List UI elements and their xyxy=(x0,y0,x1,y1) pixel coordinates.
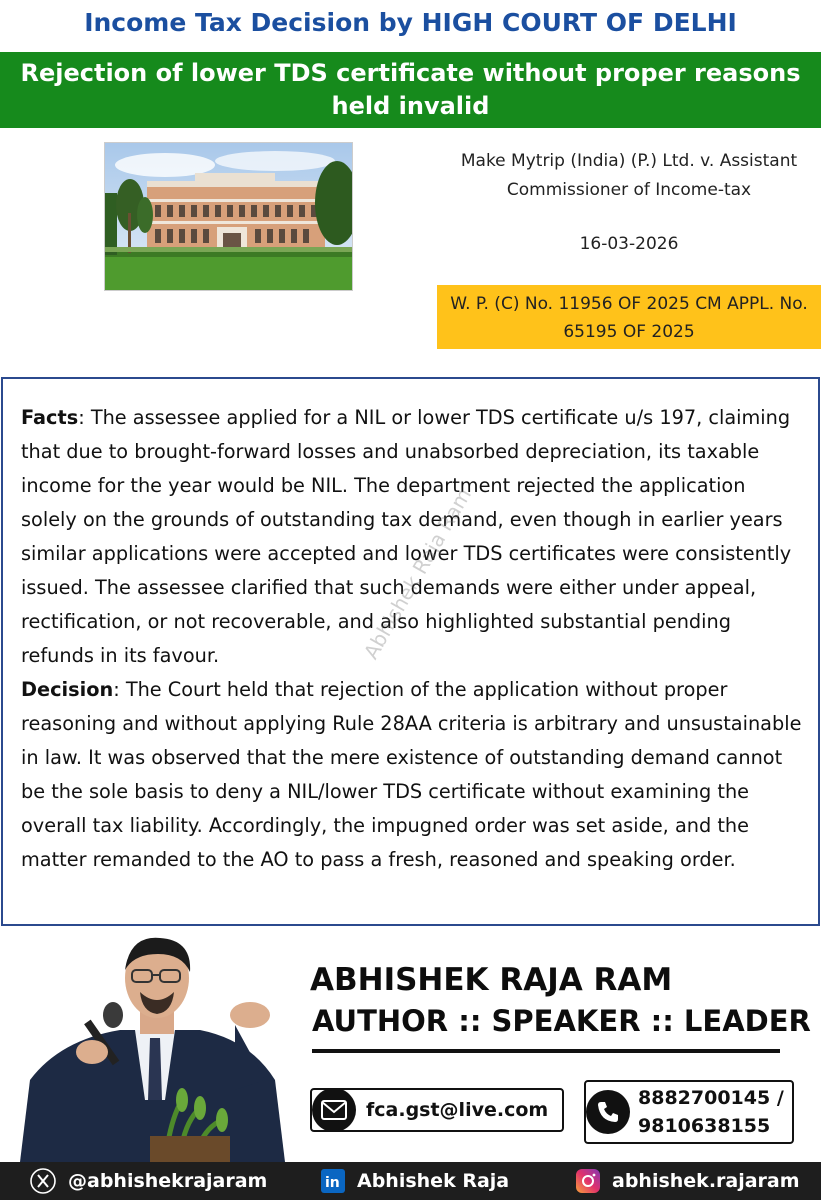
facts-label: Facts xyxy=(21,406,79,429)
social-footer xyxy=(0,1162,821,1200)
x-logo-icon xyxy=(30,1168,56,1194)
linkedin-icon xyxy=(321,1169,345,1193)
x-handle[interactable]: @abhishekrajaram xyxy=(68,1170,268,1192)
facts-paragraph xyxy=(21,401,804,673)
envelope-icon xyxy=(312,1088,356,1132)
svg-text:in: in xyxy=(325,1175,340,1191)
watermark: Abhishek Raja Ram xyxy=(358,483,477,664)
case-date: 16-03-2026 xyxy=(579,234,679,254)
instagram-handle[interactable]: abhishek.rajaram xyxy=(612,1170,800,1192)
court-building-photo xyxy=(104,142,353,291)
divider xyxy=(312,1049,780,1053)
decision-paragraph xyxy=(21,673,804,877)
author-name: ABHISHEK RAJA RAM xyxy=(310,962,673,998)
headline-banner: Rejection of lower TDS certificate without proper reasons held invalid xyxy=(0,52,821,128)
case-parties: Make Mytrip (India) (P.) Ltd. v. Assistant Commissioner of Income-tax xyxy=(460,151,798,200)
speaker-photo xyxy=(0,930,300,1162)
phone-icon xyxy=(586,1090,630,1134)
decision-label: Decision xyxy=(21,678,114,701)
phone-contact[interactable] xyxy=(584,1080,794,1144)
linkedin-handle[interactable]: Abhishek Raja xyxy=(357,1170,510,1192)
social-linkedin[interactable] xyxy=(321,1162,509,1200)
email-address[interactable]: fca.gst@live.com xyxy=(366,1099,549,1121)
social-instagram[interactable] xyxy=(576,1162,800,1200)
phone-number-2[interactable]: 9810638155 xyxy=(638,1115,771,1137)
social-x[interactable] xyxy=(30,1162,267,1200)
email-contact[interactable] xyxy=(310,1088,564,1132)
decision-text: : The Court held that rejection of the application without proper reasoning and without applying Rule 28AA criteria is arbitrary and unsustainable in law. It was observed that the mere existence of outstanding demand cannot be the sole basis to deny a NIL/lower TDS certificate without examining the overall tax liability. Accordingly, the impugned order was set aside, and the matter remanded to the AO to pass a fresh, reasoned and speaking order. xyxy=(21,678,802,871)
page-title: Income Tax Decision by HIGH COURT OF DELHI xyxy=(84,8,737,37)
phone-numbers[interactable] xyxy=(638,1084,784,1140)
case-summary-box xyxy=(1,377,820,926)
author-roles: AUTHOR :: SPEAKER :: LEADER xyxy=(312,1004,811,1038)
case-number-badge: W. P. (C) No. 11956 OF 2025 CM APPL. No. 65195 OF 2025 xyxy=(437,285,821,349)
facts-text: : The assessee applied for a NIL or lower TDS certificate u/s 197, claiming that due to brought-forward losses and unabsorbed depreciation, its taxable income for the year would be NIL. The department rejected the application solely on the grounds of outstanding tax demand, even though in earlier years similar applications were accepted and lower TDS certificates were consistently issued. The assessee clarified that such demands were either under appeal, rectification, or not recoverable, and also highlighted substantial pending refunds in its favour. xyxy=(21,406,792,667)
phone-number-1[interactable]: 8882700145 / xyxy=(638,1087,784,1109)
instagram-icon xyxy=(576,1169,600,1193)
